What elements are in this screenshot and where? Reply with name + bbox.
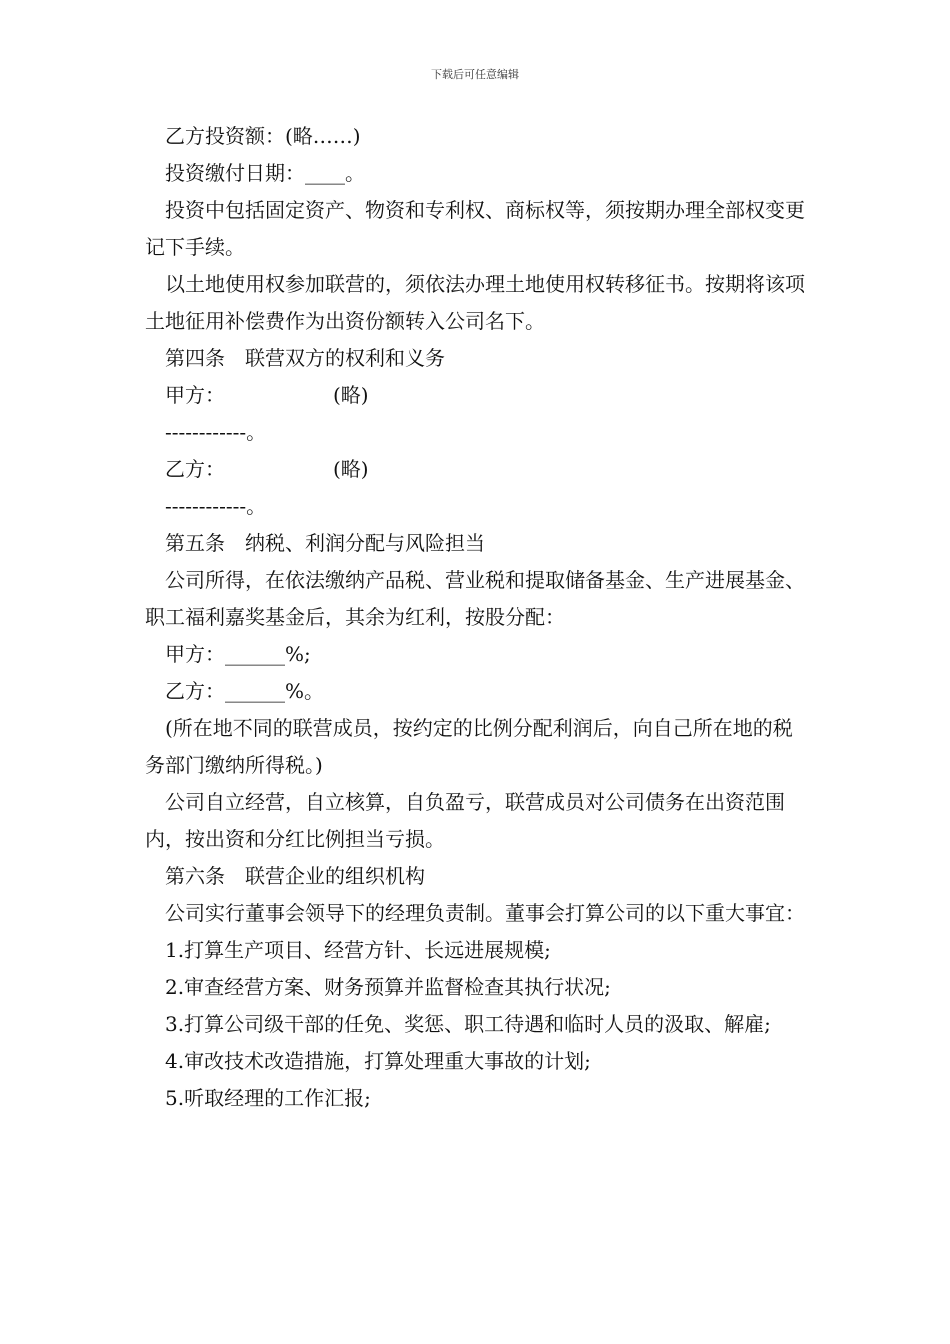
paragraph: 乙方投资额：(略……) — [165, 124, 361, 148]
party-b-label: 乙方： — [165, 457, 225, 481]
paragraph: 以土地使用权参加联营的，须依法办理土地使用权转移征书。按期将该项土地征用补偿费作为出资份额转入公司名下。 — [145, 272, 805, 333]
party-a-label: 甲方： — [165, 383, 225, 407]
page-header: 下载后可任意编辑 — [431, 68, 519, 81]
paragraph: 公司实行董事会领导下的经理负责制。董事会打算公司的以下重大事宜： — [165, 901, 805, 925]
section-heading: 第六条 联营企业的组织机构 — [165, 864, 425, 888]
paragraph: (所在地不同的联营成员，按约定的比例分配利润后，向自己所在地的税务部门缴纳所得税。) — [145, 716, 793, 777]
party-b-value: (略) — [333, 457, 369, 481]
paragraph: 投资中包括固定资产、物资和专利权、商标权等，须按期办理全部权变更记下手续。 — [145, 198, 805, 259]
list-item: 3.打算公司级干部的任免、奖惩、职工待遇和临时人员的汲取、解雇; — [165, 1012, 771, 1036]
party-a-value: (略) — [333, 383, 369, 407]
paragraph: 公司自立经营，自立核算，自负盈亏，联营成员对公司债务在出资范围内，按出资和分红比例担当亏损。 — [145, 790, 785, 851]
section-heading: 第五条 纳税、利润分配与风险担当 — [165, 531, 485, 555]
dash-line: ------------。 — [165, 494, 267, 518]
document-body — [145, 118, 807, 1117]
list-item: 4.审改技术改造措施，打算处理重大事故的计划; — [165, 1049, 591, 1073]
party-a-share: 甲方：______%; — [165, 642, 311, 666]
dash-line: ------------。 — [165, 420, 267, 444]
paragraph: 投资缴付日期：____。 — [165, 161, 365, 185]
paragraph: 公司所得，在依法缴纳产品税、营业税和提取储备基金、生产进展基金、职工福利嘉奖基金后，其余为红利，按股分配： — [145, 568, 805, 629]
list-item: 1.打算生产项目、经营方针、长远进展规模; — [165, 938, 551, 962]
party-a-rights — [145, 377, 807, 414]
party-b-share: 乙方：______%。 — [165, 679, 325, 703]
party-b-rights — [145, 451, 807, 488]
section-heading: 第四条 联营双方的权利和义务 — [165, 346, 445, 370]
list-item: 2.审查经营方案、财务预算并监督检查其执行状况; — [165, 975, 611, 999]
list-item: 5.听取经理的工作汇报; — [165, 1086, 371, 1110]
